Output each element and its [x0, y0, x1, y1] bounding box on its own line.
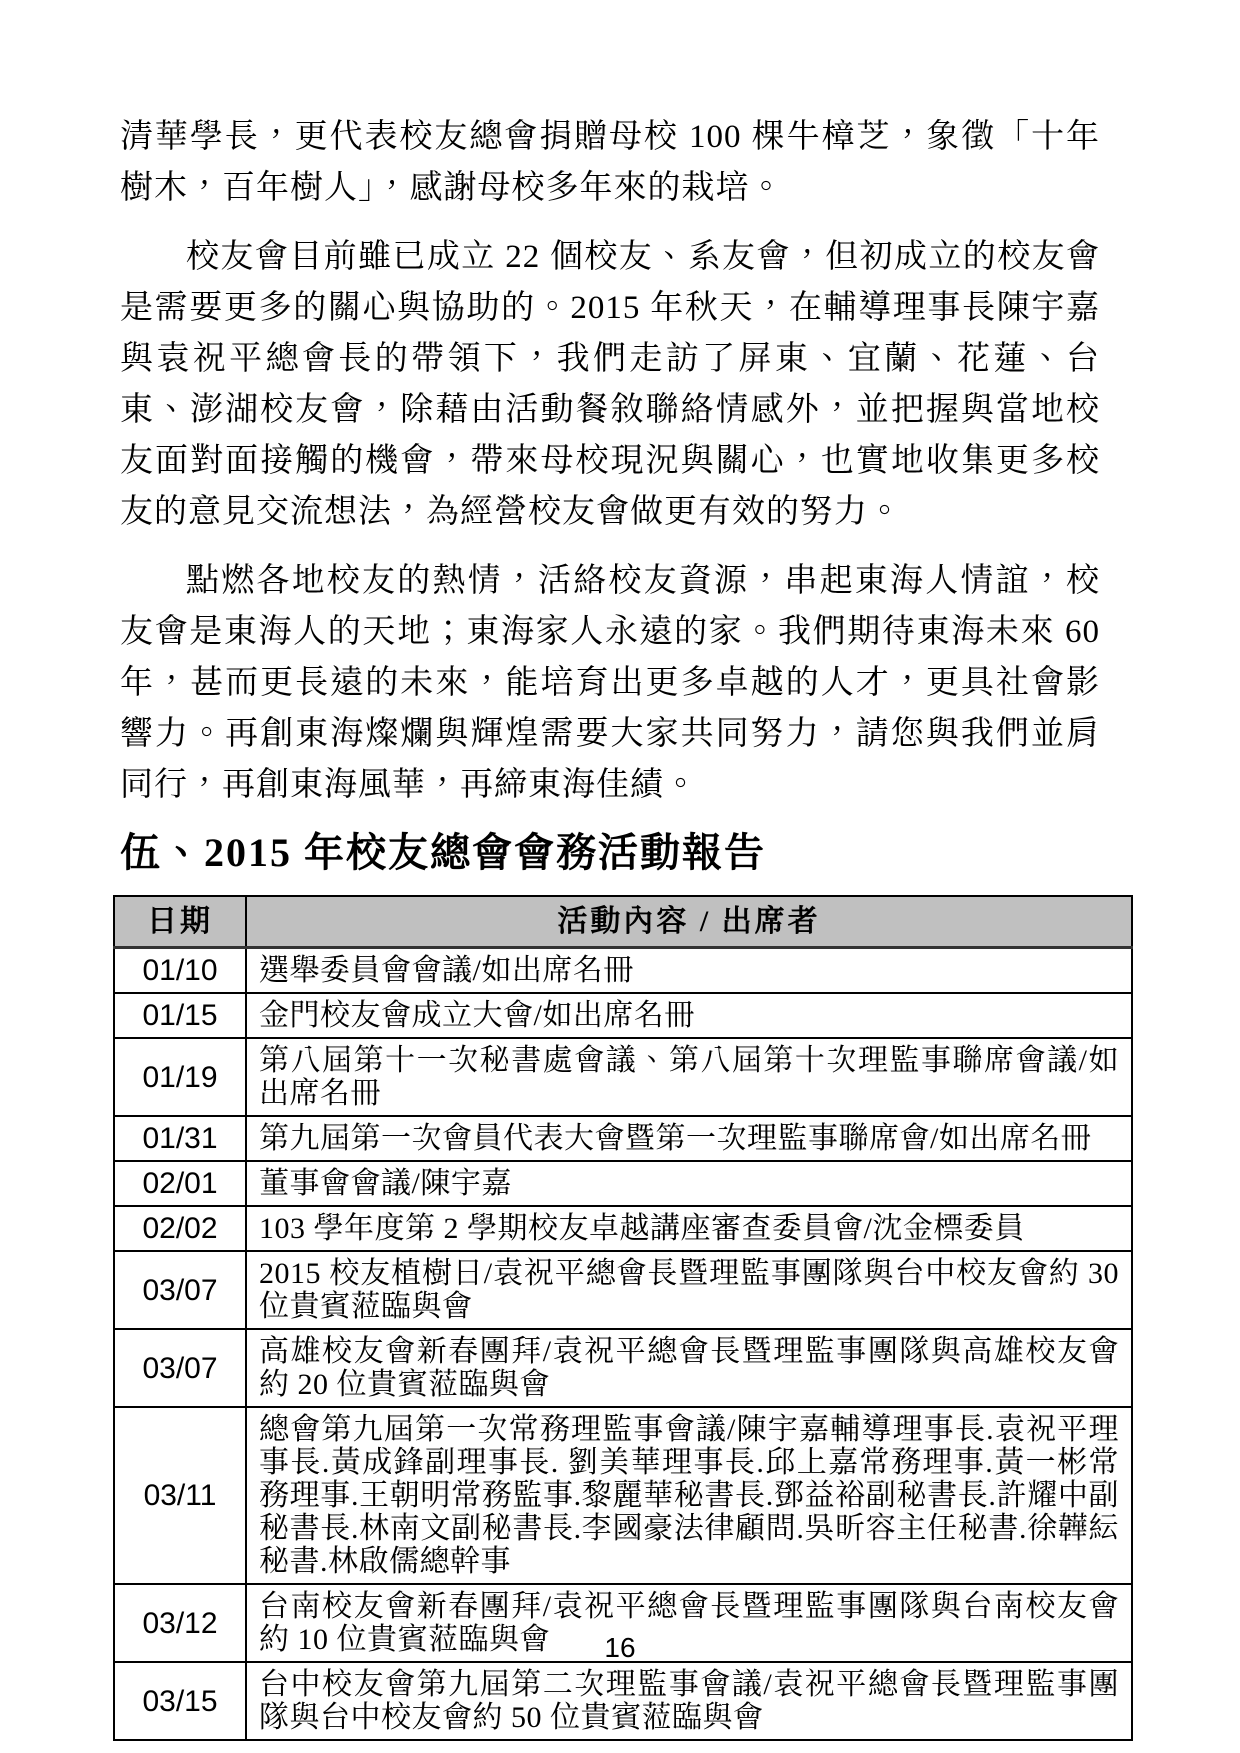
row-date: 03/15 — [114, 1662, 246, 1740]
row-content: 第九屆第一次會員代表大會暨第一次理監事聯席會/如出席名冊 — [246, 1116, 1132, 1161]
table-row — [114, 1116, 1132, 1161]
paragraph-3: 點燃各地校友的熱情，活絡校友資源，串起東海人情誼，校友會是東海人的天地；東海家人永遠的家。我們期待東海未來 60 年，甚而更長遠的未來，能培育出更多卓越的人才，更具社會影響力。再創東海燦爛與輝煌需要大家共同努力，請您與我們並肩同行，再創東海風華，再締東海佳績。 — [120, 563, 1100, 803]
row-content: 金門校友會成立大會/如出席名冊 — [246, 993, 1132, 1038]
row-date: 01/10 — [114, 948, 246, 994]
table-row — [114, 1662, 1132, 1740]
table-row — [114, 1407, 1132, 1584]
row-date: 02/01 — [114, 1161, 246, 1206]
table-header-row — [114, 896, 1132, 948]
table-row — [114, 1038, 1132, 1116]
row-content: 台中校友會第九屆第二次理監事會議/袁祝平總會長暨理監事團隊與台中校友會約 50 位貴賓蒞臨與會 — [246, 1662, 1132, 1740]
row-date: 01/31 — [114, 1116, 246, 1161]
row-content: 總會第九屆第一次常務理監事會議/陳宇嘉輔導理事長.袁祝平理事長.黃成鋒副理事長. 劉美華理事長.邱上嘉常務理事.黃一彬常務理事.王朝明常務監事.黎麗華秘書長.鄧益裕副秘書長.許耀中副秘書長.林南文副秘書長.李國豪法律顧問.吳昕容主任秘書.徐韡紜秘書.林啟儒總幹事 — [246, 1407, 1132, 1584]
row-content: 台南校友會新春團拜/袁祝平總會長暨理監事團隊與台南校友會約 10 位貴賓蒞臨與會 — [246, 1584, 1132, 1662]
page-number: 16 — [604, 1632, 636, 1663]
section-heading: 伍、2015 年校友總會會務活動報告 — [120, 830, 766, 875]
activity-report-table — [113, 895, 1133, 1741]
row-content: 選舉委員會會議/如出席名冊 — [246, 948, 1132, 994]
row-date: 03/07 — [114, 1329, 246, 1407]
row-content: 103 學年度第 2 學期校友卓越講座審查委員會/沈金標委員 — [246, 1206, 1132, 1251]
row-date: 03/11 — [114, 1407, 246, 1584]
header-date: 日期 — [114, 896, 246, 948]
row-content: 第八屆第十一次秘書處會議、第八屆第十次理監事聯席會議/如出席名冊 — [246, 1038, 1132, 1116]
row-content: 高雄校友會新春團拜/袁祝平總會長暨理監事團隊與高雄校友會約 20 位貴賓蒞臨與會 — [246, 1329, 1132, 1407]
table-row — [114, 1206, 1132, 1251]
table-row — [114, 1251, 1132, 1329]
paragraph-1: 清華學長，更代表校友總會捐贈母校 100 棵牛樟芝，象徵「十年樹木，百年樹人」，感謝母校多年來的栽培。 — [120, 119, 1100, 206]
table-row — [114, 993, 1132, 1038]
paragraph-2: 校友會目前雖已成立 22 個校友、系友會，但初成立的校友會是需要更多的關心與協助的。2015 年秋天，在輔導理事長陳宇嘉與袁祝平總會長的帶領下，我們走訪了屏東、宜蘭、花蓮、台東、澎湖校友會，除藉由活動餐敘聯絡情感外，並把握與當地校友面對面接觸的機會，帶來母校現況與關心，也實地收集更多校友的意見交流想法，為經營校友會做更有效的努力。 — [120, 239, 1100, 530]
table-row — [114, 1329, 1132, 1407]
row-content: 董事會會議/陳宇嘉 — [246, 1161, 1132, 1206]
table-row — [114, 1161, 1132, 1206]
row-date: 01/15 — [114, 993, 246, 1038]
row-date: 03/12 — [114, 1584, 246, 1662]
header-content: 活動內容 / 出席者 — [246, 896, 1132, 948]
row-date: 02/02 — [114, 1206, 246, 1251]
row-date: 03/07 — [114, 1251, 246, 1329]
table-row — [114, 948, 1132, 994]
row-content: 2015 校友植樹日/袁祝平總會長暨理監事團隊與台中校友會約 30 位貴賓蒞臨與會 — [246, 1251, 1132, 1329]
row-date: 01/19 — [114, 1038, 246, 1116]
